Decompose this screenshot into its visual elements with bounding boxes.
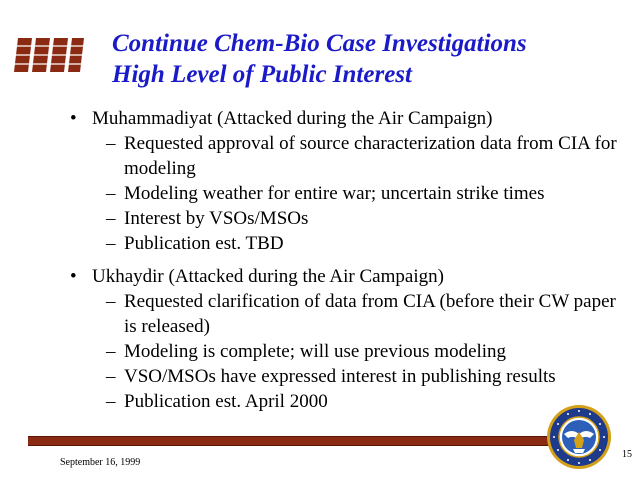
page-title (112, 28, 632, 90)
sub-text: Publication est. April 2000 (124, 391, 328, 412)
title-line-1: Continue Chem-Bio Case Investigations (112, 30, 527, 57)
department-of-defense-seal (546, 404, 612, 470)
sub-item (82, 289, 630, 339)
sub-text: Modeling is complete; will use previous modeling (124, 341, 507, 362)
bullet-group-muhammadiyat (70, 106, 630, 256)
sub-list (82, 131, 630, 256)
title-line-2: High Level of Public Interest (112, 61, 412, 88)
sub-item (82, 231, 630, 256)
sub-item (82, 206, 630, 231)
sub-item (82, 131, 630, 181)
sub-marker: – (106, 233, 116, 254)
sub-marker: – (106, 341, 116, 362)
sub-text: Interest by VSOs/MSOs (124, 208, 309, 229)
sub-text: Requested approval of source characterization data from CIA for modeling (124, 133, 617, 179)
sub-text: Modeling weather for entire war; uncertain strike times (124, 183, 545, 204)
sub-marker: – (106, 291, 116, 312)
sub-marker: – (106, 133, 116, 154)
bullet-text: Ukhaydir (Attacked during the Air Campaign) (92, 266, 444, 287)
striped-bars-logo (14, 38, 84, 72)
sub-text: Publication est. TBD (124, 233, 284, 254)
bullet-group-ukhaydir (70, 264, 630, 414)
sub-item (82, 364, 630, 389)
bullet-marker: • (70, 266, 77, 287)
bullet-marker: • (70, 108, 77, 129)
sub-item (82, 181, 630, 206)
footer-divider-bar (28, 436, 552, 446)
sub-text: VSO/MSOs have expressed interest in publishing results (124, 366, 556, 387)
sub-marker: – (106, 208, 116, 229)
sub-marker: – (106, 391, 116, 412)
page-number: 15 (622, 449, 632, 460)
bullet-list (70, 106, 630, 422)
sub-item (82, 339, 630, 364)
sub-list (82, 289, 630, 414)
bullet-item (70, 106, 630, 131)
sub-marker: – (106, 366, 116, 387)
footer-date: September 16, 1999 (60, 457, 141, 468)
bullet-text: Muhammadiyat (Attacked during the Air Campaign) (92, 108, 493, 129)
sub-text: Requested clarification of data from CIA (before their CW paper is released) (124, 291, 616, 337)
sub-marker: – (106, 183, 116, 204)
bullet-item (70, 264, 630, 289)
